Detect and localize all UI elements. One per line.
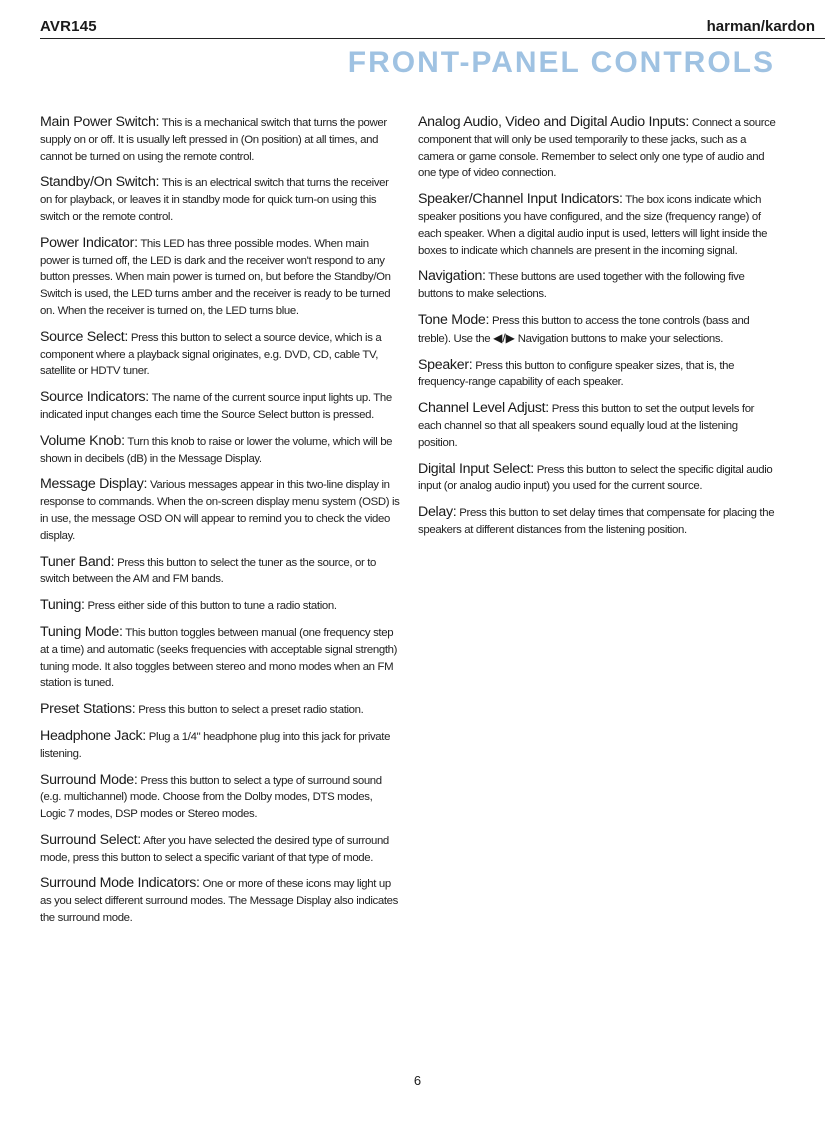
entry-description: One or more of these icons may light up as you select different surround modes. The Message Display also indicates the surround mode.: [40, 878, 399, 925]
entry-tuning-mode: [40, 624, 400, 692]
entry-term: Surround Mode:: [40, 771, 138, 788]
entry-term: Volume Knob:: [40, 432, 125, 449]
header-rule: [40, 38, 825, 39]
entry-description-cont: Navigation buttons to make your selections.: [517, 332, 724, 345]
entry-term: Speaker/Channel Input Indicators:: [418, 191, 623, 208]
entry-term: Source Select:: [40, 328, 129, 345]
entry-front-inputs: [418, 114, 778, 182]
entry-term: Speaker:: [418, 356, 473, 373]
entry-preset-stations: [40, 701, 400, 719]
page-number: 6: [413, 1073, 422, 1088]
entry-description: This button toggles between manual (one frequency step at a time) and automatic (seeks frequencies with acceptable signal strength) tuning mode. It also toggles between stereo and mono modes when an FM station is tuned.: [40, 626, 398, 690]
entry-term: Tuning Mode:: [40, 623, 123, 640]
entry-surround-select: [40, 832, 400, 867]
entry-description: Press this button to set the output levels for each channel so that all speakers sound equally loud at the listening position.: [418, 403, 755, 449]
entry-term: Power Indicator:: [40, 234, 138, 251]
entry-description: Press this button to select a type of surround sound (e.g. multichannel) mode. Choose from the Dolby modes, DTS modes, Logic 7 modes, DSP modes or Stereo modes.: [40, 774, 382, 821]
right-column: [418, 114, 778, 548]
entry-message-display: [40, 476, 400, 544]
entry-description: The box icons indicate which speaker positions you have configured, and the size (frequency range) of each speaker. When a digital audio input is used, letters will light inside the boxes to indicate which channels are present in the incoming signal.: [418, 194, 768, 257]
brand-logo: harman/kardon: [706, 18, 815, 35]
entry-description: Press either side of this button to tune a radio station.: [87, 600, 337, 613]
entry-description: After you have selected the desired type of surround mode, press this button to select a specific variant of that type of mode.: [40, 834, 389, 864]
entry-tone-mode: [418, 312, 778, 348]
entry-term: Headphone Jack:: [40, 727, 146, 744]
entry-term: Delay:: [418, 504, 457, 521]
entry-tuning: [40, 597, 400, 615]
entry-digital-input-select: [418, 461, 778, 496]
entry-description: Plug a 1/4" headphone plug into this jack for private listening.: [40, 730, 391, 760]
entry-description: Press this button to select the tuner as the source, or to switch between the AM and FM bands.: [40, 556, 377, 586]
entry-headphone-jack: [40, 728, 400, 763]
page-title: FRONT-PANEL CONTROLS: [347, 46, 775, 79]
entry-channel-level-adjust: [418, 400, 778, 451]
entry-term: Standby/On Switch:: [40, 174, 160, 191]
entry-term: Channel Level Adjust:: [418, 400, 549, 417]
entry-term: Tuner Band:: [40, 553, 115, 570]
entry-term: Surround Select:: [40, 831, 141, 848]
entry-description: Press this button to select the specific digital audio input (or analog audio input) you used for the current source.: [418, 463, 773, 493]
entry-term: Tone Mode:: [418, 311, 490, 328]
entry-description: These buttons are used together with the following five buttons to make selections.: [418, 271, 745, 301]
entry-delay: [418, 504, 778, 539]
entry-description: This LED has three possible modes. When main power is turned off, the LED is dark and the receiver won't respond to any button presses. When main power is turned on, but before the Standby/On Switch is used, the LED turns amber and the receiver is ready to be turned on. When the receiver is turned on, the LED turns blue.: [40, 237, 391, 317]
entry-term: Preset Stations:: [40, 701, 136, 718]
entry-term: Analog Audio, Video and Digital Audio Inputs:: [418, 114, 689, 130]
entry-term: Surround Mode Indicators:: [40, 875, 200, 892]
entry-description: Connect a source component that will only be used temporarily to these jacks, such as a camera or game console. Remember to select only one type of audio and one type of video connection.: [418, 117, 776, 180]
entry-description: Press this button to select a preset radio station.: [138, 704, 364, 717]
entry-source-indicators: [40, 389, 400, 424]
entry-description: Press this button to set delay times that compensate for placing the speakers at different distances from the listening position.: [418, 507, 775, 536]
entry-term: Main Power Switch:: [40, 114, 160, 130]
entry-tuner-band: [40, 554, 400, 589]
entry-description: The name of the current source input lights up. The indicated input changes each time the Source Select button is pressed.: [40, 392, 392, 421]
entry-standby-on-switch: [40, 174, 400, 225]
entry-speaker: [418, 357, 778, 392]
entry-surround-mode-indicators: [40, 875, 400, 926]
entry-term: Source Indicators:: [40, 389, 149, 406]
entry-description: This is an electrical switch that turns the receiver on for playback, or leaves it in standby mode for quick turn-on using this switch or the remote control.: [40, 177, 389, 223]
entry-description: Press this button to configure speaker sizes, that is, the frequency-range capability of each speaker.: [418, 359, 735, 389]
entry-speaker-channel-indicators: [418, 191, 778, 259]
model-name: AVR145: [40, 18, 97, 35]
left-right-arrow-icon: ◀/▶: [493, 330, 515, 345]
entry-description: Press this button to select a source device, which is a component where a playback signal originates, e.g. DVD, CD, cable TV, satellite or HDTV tuner.: [40, 331, 382, 378]
entry-description: Turn this knob to raise or lower the volume, which will be shown in decibels (dB) in the Message Display.: [40, 435, 393, 465]
entry-description: Press this button to access the tone controls (bass and treble). Use the: [418, 314, 750, 345]
entry-power-indicator: [40, 235, 400, 320]
entry-surround-mode: [40, 772, 400, 823]
entry-term: Digital Input Select:: [418, 460, 534, 477]
entry-description: Various messages appear in this two-line display in response to commands. When the on-screen display menu system (OSD) is in use, the message OSD ON will appear to remind you to check the video display.: [40, 479, 400, 542]
entry-navigation: [418, 268, 778, 303]
entry-term: Navigation:: [418, 268, 486, 285]
entry-source-select: [40, 329, 400, 380]
entry-description: This is a mechanical switch that turns the power supply on or off. It is usually left pressed in (On position) at all times, and cannot be turned on using the remote control.: [40, 117, 387, 163]
left-column: [40, 114, 400, 936]
entry-volume-knob: [40, 433, 400, 468]
entry-term: Message Display:: [40, 476, 148, 493]
entry-term: Tuning:: [40, 597, 85, 614]
entry-main-power-switch: [40, 114, 400, 165]
